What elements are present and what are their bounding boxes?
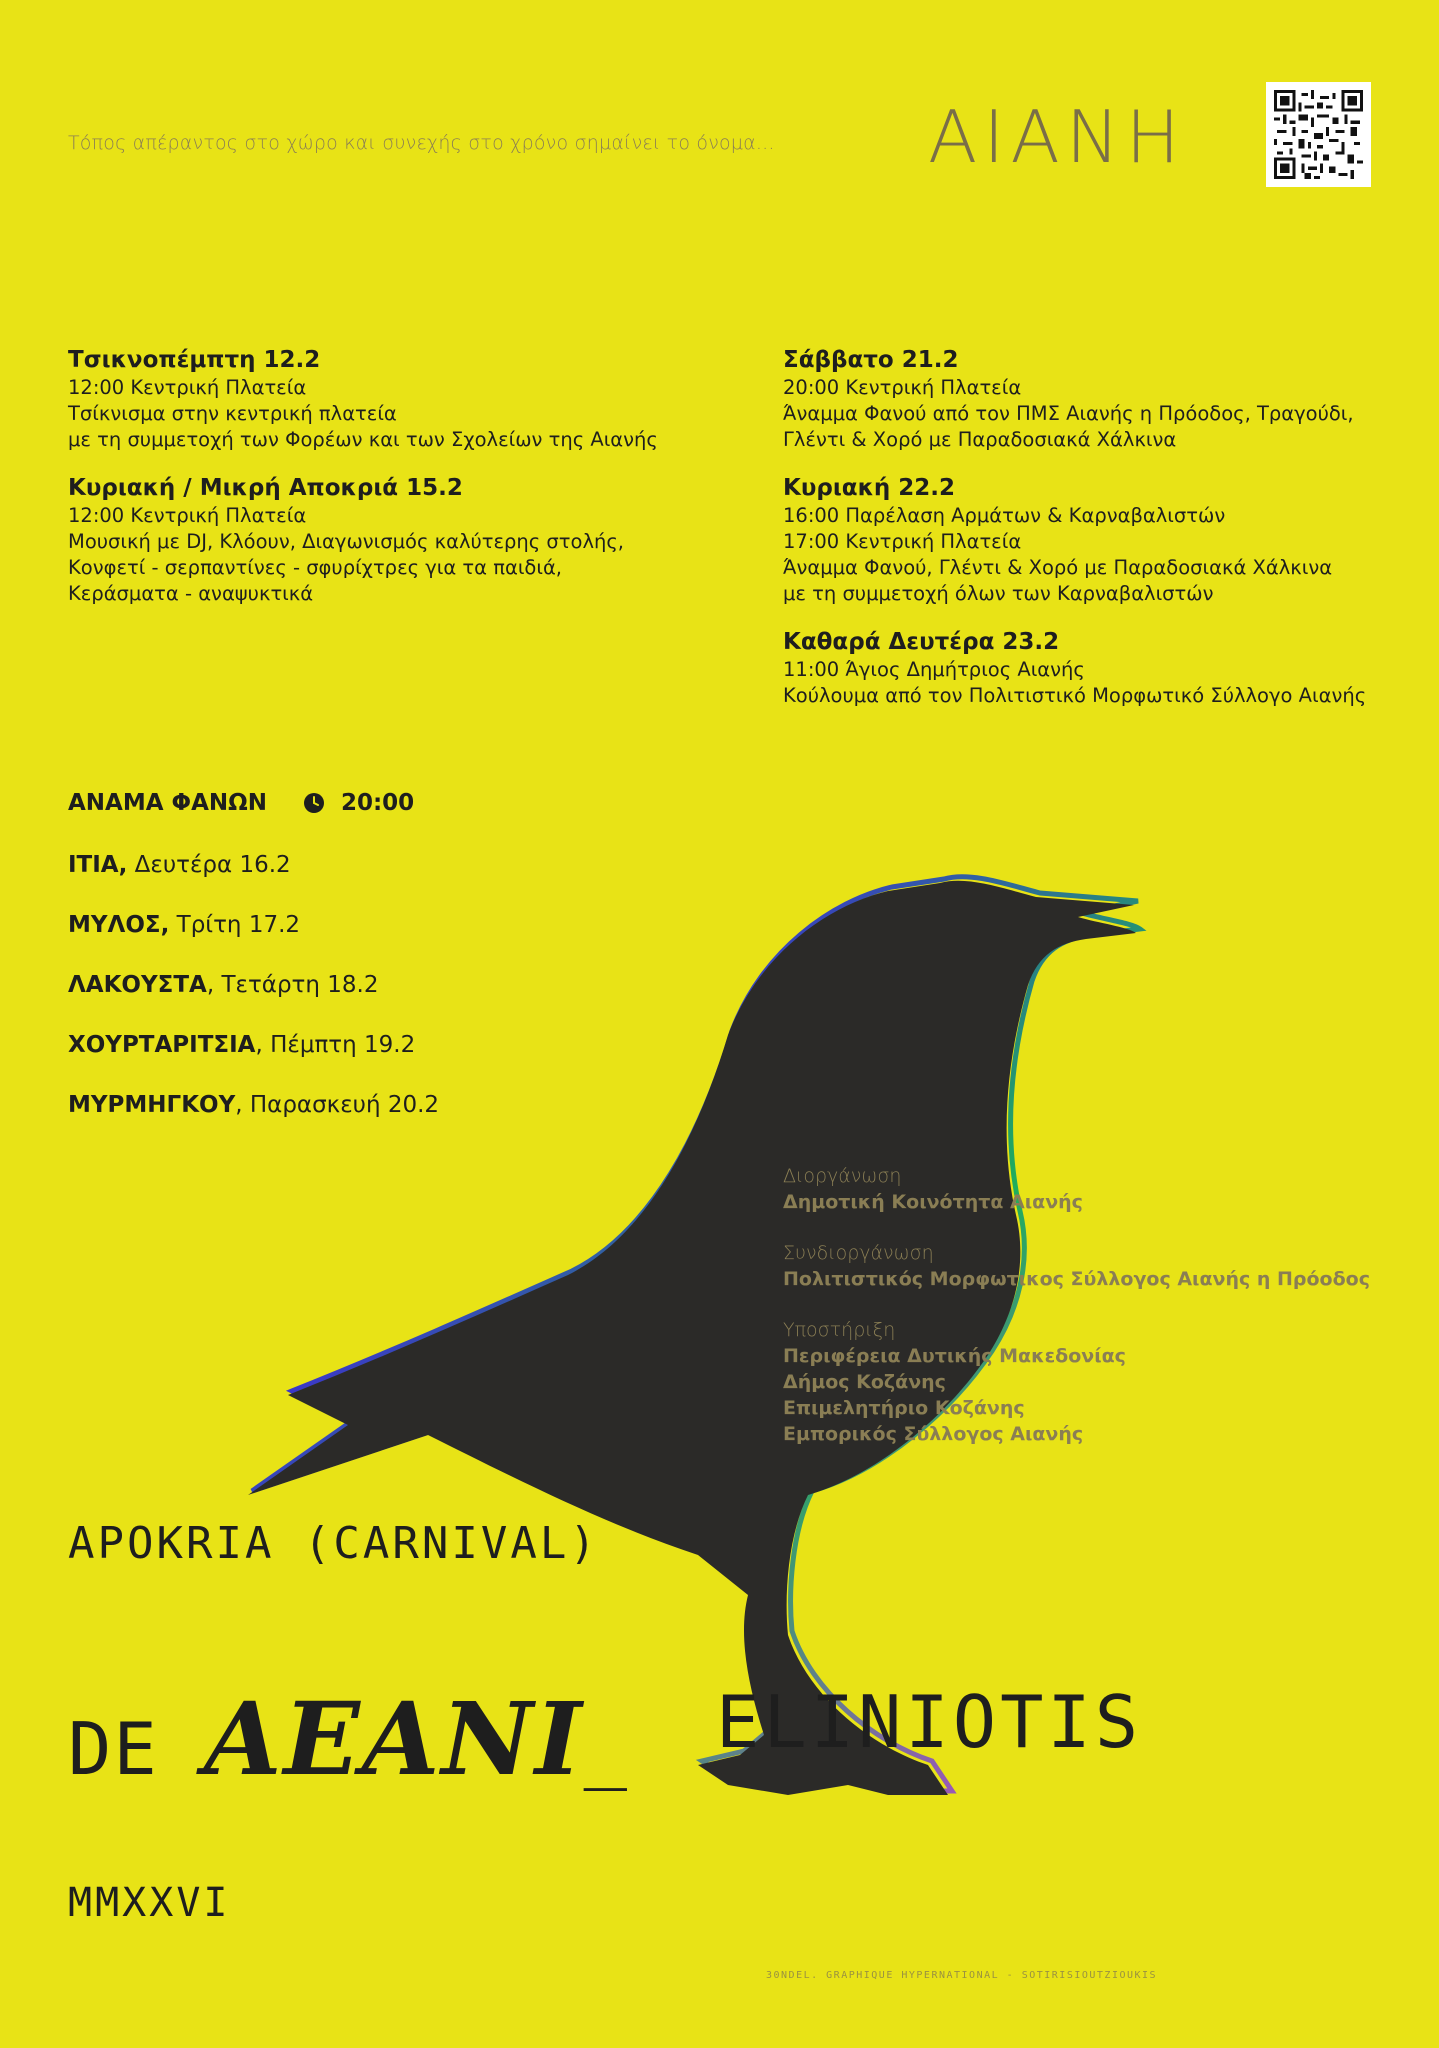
co-organizer-label: Συνδιοργάνωση: [783, 1242, 934, 1264]
organizer-block: [783, 1163, 1083, 1215]
event-line: με τη συμμετοχή όλων των Καρναβαλιστών: [783, 582, 1214, 605]
support-label: Υποστήριξη: [783, 1319, 896, 1341]
support-value: Δήμος Κοζάνης: [783, 1371, 946, 1393]
event-line: 17:00 Κεντρική Πλατεία: [783, 530, 1022, 553]
co-organizer-value: Πολιτιστικός Μορφωτικος Σύλλογος Αιανής η Πρόοδος: [783, 1268, 1370, 1290]
event-line: 11:00 Άγιος Δημήτριος Αιανής: [783, 658, 1085, 681]
event-mikri-apokria: [68, 473, 768, 607]
title-de: DE: [68, 1707, 205, 1791]
clock-icon: [303, 792, 325, 814]
event-line: Μουσική με DJ, Κλόουν, Διαγωνισμός καλύτερης στολής,: [68, 530, 625, 553]
title-aeani: AEANI: [204, 1680, 584, 1798]
events-right-column: [783, 345, 1403, 729]
village-name: ΛΑΚΟΥΣΤΑ: [68, 972, 207, 998]
co-organizer-block: [783, 1240, 1370, 1292]
year-roman: MMXXVI: [68, 1880, 231, 1926]
support-value: Περιφέρεια Δυτικής Μακεδονίας: [783, 1345, 1126, 1367]
event-line: 12:00 Κεντρική Πλατεία: [68, 376, 307, 399]
event-line: 20:00 Κεντρική Πλατεία: [783, 376, 1022, 399]
support-value: Εμπορικός Σύλλογος Αιανής: [783, 1423, 1084, 1445]
village-name: ΜΥΛΟΣ,: [68, 912, 170, 938]
event-line: με τη συμμετοχή των Φορέων και των Σχολείων της Αιανής: [68, 428, 658, 451]
village-date: , Τετάρτη 18.2: [206, 972, 379, 998]
village-date: , Πέμπτη 19.2: [255, 1032, 416, 1058]
event-line: Άναμμα Φανού από τον ΠΜΣ Αιανής η Πρόοδος, Τραγούδι,: [783, 402, 1354, 425]
event-line: Κούλουμα από τον Πολιτιστικό Μορφωτικό Σύλλογο Αιανής: [783, 684, 1367, 707]
event-title: Κυριακή / Μικρή Αποκριά 15.2: [68, 475, 463, 501]
event-title: Καθαρά Δευτέρα 23.2: [783, 629, 1060, 655]
event-line: Γλέντι & Χορό με Παραδοσιακά Χάλκινα: [783, 428, 1177, 451]
event-line: Άναμμα Φανού, Γλέντι & Χορό με Παραδοσιακά Χάλκινα: [783, 556, 1333, 579]
event-line: Κονφετί - σερπαντίνες - σφυρίχτρες για τα παιδιά,: [68, 556, 563, 579]
tagline: Τόπος απέραντος στο χώρο και συνεχής στο χρόνο σημαίνει το όνομα...: [68, 132, 775, 154]
fires-time: 20:00: [340, 790, 415, 816]
event-line: Κεράσματα - αναψυκτικά: [68, 582, 314, 605]
event-tsiknopempti: [68, 345, 768, 453]
title-underscore: _: [583, 1707, 629, 1791]
village-date: Τρίτη 17.2: [169, 912, 301, 938]
support-block: [783, 1317, 1126, 1447]
event-line: 16:00 Παρέλαση Αρμάτων & Καρναβαλιστών: [783, 504, 1226, 527]
aiani-logo: [928, 96, 1208, 176]
village-date: Δευτέρα 16.2: [127, 852, 291, 878]
event-savvato: [783, 345, 1403, 453]
qr-code-icon: [1274, 90, 1363, 179]
qr-code[interactable]: [1266, 82, 1371, 187]
village-name: ΧΟΥΡΤΑΡΙΤΣΙΑ: [68, 1032, 256, 1058]
event-line: Τσίκνισμα στην κεντρική πλατεία: [68, 402, 397, 425]
organizer-value: Δημοτική Κοινότητα Αιανής: [783, 1191, 1083, 1213]
village-date: , Παρασκευή 20.2: [235, 1092, 440, 1118]
village-name: ΜΥΡΜΗΓΚΟΥ: [68, 1092, 236, 1118]
main-title: [68, 1680, 629, 1798]
apokria-title: APOKRIA (CARNIVAL): [68, 1518, 599, 1569]
village-name: ΙΤΙΑ,: [68, 852, 128, 878]
fires-heading-text: ΑΝΑΜΑ ΦΑΝΩΝ: [68, 790, 267, 816]
events-left-column: [68, 345, 768, 627]
design-credit: 30NDEL. GRAPHIQUE HYPERNATIONAL - SOTIRISIOUTZIOUKIS: [766, 1970, 1158, 1981]
event-title: Τσικνοπέμπτη 12.2: [68, 347, 321, 373]
event-kyriaki: [783, 473, 1403, 607]
event-kathara-deftera: [783, 627, 1403, 709]
event-title: Κυριακή 22.2: [783, 475, 956, 501]
logo-text: ΑΙΑΝΗ: [928, 96, 1186, 176]
organizer-label: Διοργάνωση: [783, 1165, 902, 1187]
support-value: Επιμελητήριο Κοζάνης: [783, 1397, 1025, 1419]
event-title: Σάββατο 21.2: [783, 347, 959, 373]
fires-heading: [68, 790, 414, 816]
event-line: 12:00 Κεντρική Πλατεία: [68, 504, 307, 527]
title-eliniotis: ELINIOTIS: [716, 1680, 1143, 1764]
